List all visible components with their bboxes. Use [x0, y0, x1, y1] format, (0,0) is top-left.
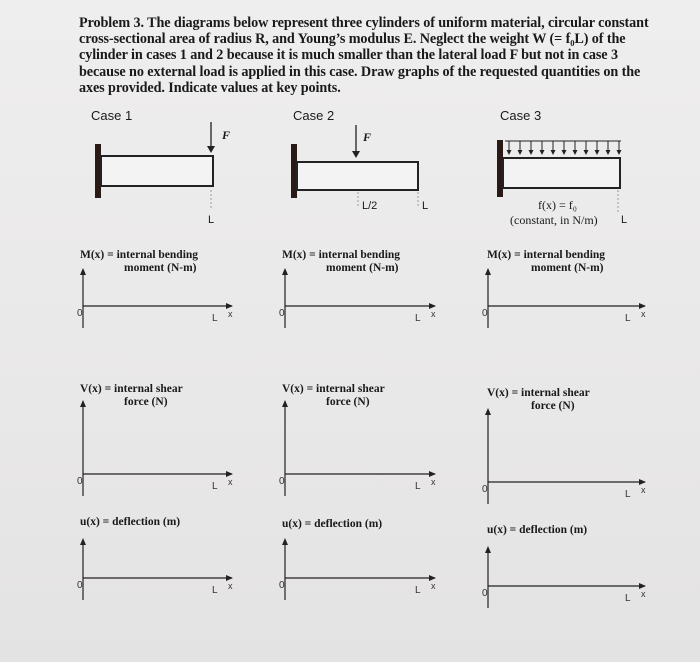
case-2-half-length-label: L/2 — [362, 200, 378, 212]
x-variable-label: x — [431, 309, 436, 319]
origin-label: 0 — [482, 308, 488, 319]
axis-end-label: L — [212, 313, 218, 324]
case-3-deflection-axes — [482, 546, 646, 608]
case-2-force-label: F — [363, 130, 372, 144]
axis-end-label: L — [415, 313, 421, 324]
shear-title-text: V(x) = internal shear — [282, 383, 385, 395]
shear-subtitle-text: force (N) — [124, 396, 168, 408]
x-variable-label: x — [228, 309, 233, 319]
axis-end-label: L — [415, 481, 421, 492]
case-3-load-function-label: f(x) = f₀ — [538, 198, 577, 212]
origin-label: 0 — [482, 484, 488, 495]
x-variable-label: x — [228, 477, 233, 487]
case-3-deflection-title: u(x) = deflection (m) — [487, 524, 588, 536]
shear-title-text: V(x) = internal shear — [487, 387, 590, 399]
problem-line-5: axes provided. Indicate values at key points. — [79, 79, 341, 96]
case-3-load-note: (constant, in N/m) — [510, 213, 598, 227]
case-3-moment-axes — [482, 268, 646, 328]
origin-label: 0 — [482, 588, 488, 599]
case-1-shear-axes — [77, 400, 233, 496]
origin-label: 0 — [279, 476, 285, 487]
y-axis-arrowhead — [282, 538, 288, 545]
axis-end-label: L — [212, 481, 218, 492]
x-variable-label: x — [228, 581, 233, 591]
case-2-moment-axes — [279, 268, 436, 328]
origin-label: 0 — [77, 308, 83, 319]
y-axis-arrowhead — [80, 268, 86, 275]
x-variable-label: x — [641, 309, 646, 319]
case-3-length-label: L — [621, 214, 628, 226]
y-axis-arrowhead — [80, 538, 86, 545]
shear-subtitle-text: force (N) — [326, 396, 370, 408]
case-2-deflection-axes — [279, 538, 436, 600]
axis-end-label: L — [625, 593, 631, 604]
origin-label: 0 — [279, 580, 285, 591]
shear-subtitle-text: force (N) — [531, 400, 575, 412]
y-axis-arrowhead — [282, 268, 288, 275]
case-1-length-label: L — [208, 214, 215, 226]
case-3-shear-axes — [482, 408, 646, 504]
case-1-deflection-title: u(x) = deflection (m) — [80, 516, 181, 528]
problem-line-2: cross-sectional area of radius R, and Young’s modulus E. Neglect the weight W (= f₀L) of the — [79, 31, 626, 48]
axis-end-label: L — [625, 313, 631, 324]
axis-end-label: L — [415, 585, 421, 596]
case-1-moment-axes — [77, 268, 233, 328]
case-1-deflection-axes — [77, 538, 233, 600]
moment-subtitle-text: moment (N-m) — [326, 262, 399, 274]
axis-end-label: L — [625, 489, 631, 500]
case-2-length-label: L — [422, 200, 429, 212]
case-2-deflection-title: u(x) = deflection (m) — [282, 518, 383, 530]
origin-label: 0 — [77, 476, 83, 487]
case-2-shear-axes — [279, 400, 436, 496]
x-variable-label: x — [431, 581, 436, 591]
moment-subtitle-text: moment (N-m) — [124, 262, 197, 274]
problem-line-4: because no external load is applied in this case. Draw graphs of the requested quantities on the — [79, 63, 641, 80]
case-1-label: Case 1 — [91, 108, 133, 123]
moment-title-text: M(x) = internal bending — [487, 249, 606, 261]
moment-title-text: M(x) = internal bending — [282, 249, 401, 261]
problem-line-1: Problem 3. The diagrams below represent three cylinders of uniform material, circular constant — [79, 15, 649, 31]
moment-title-text: M(x) = internal bending — [80, 249, 199, 261]
x-variable-label: x — [641, 485, 646, 495]
y-axis-arrowhead — [282, 400, 288, 407]
problem-line-3: cylinder in cases 1 and 2 because it is much smaller than the lateral load F but not in case 3 — [79, 47, 618, 64]
y-axis-arrowhead — [485, 546, 491, 553]
case-2-label: Case 2 — [293, 108, 335, 123]
shear-title-text: V(x) = internal shear — [80, 383, 183, 395]
y-axis-arrowhead — [485, 268, 491, 275]
origin-label: 0 — [77, 580, 83, 591]
origin-label: 0 — [279, 308, 285, 319]
moment-subtitle-text: moment (N-m) — [531, 262, 604, 274]
y-axis-arrowhead — [485, 408, 491, 415]
axis-end-label: L — [212, 585, 218, 596]
case-3-label: Case 3 — [500, 108, 542, 123]
x-variable-label: x — [641, 589, 646, 599]
x-variable-label: x — [431, 477, 436, 487]
case-1-force-label: F — [222, 128, 231, 142]
y-axis-arrowhead — [80, 400, 86, 407]
